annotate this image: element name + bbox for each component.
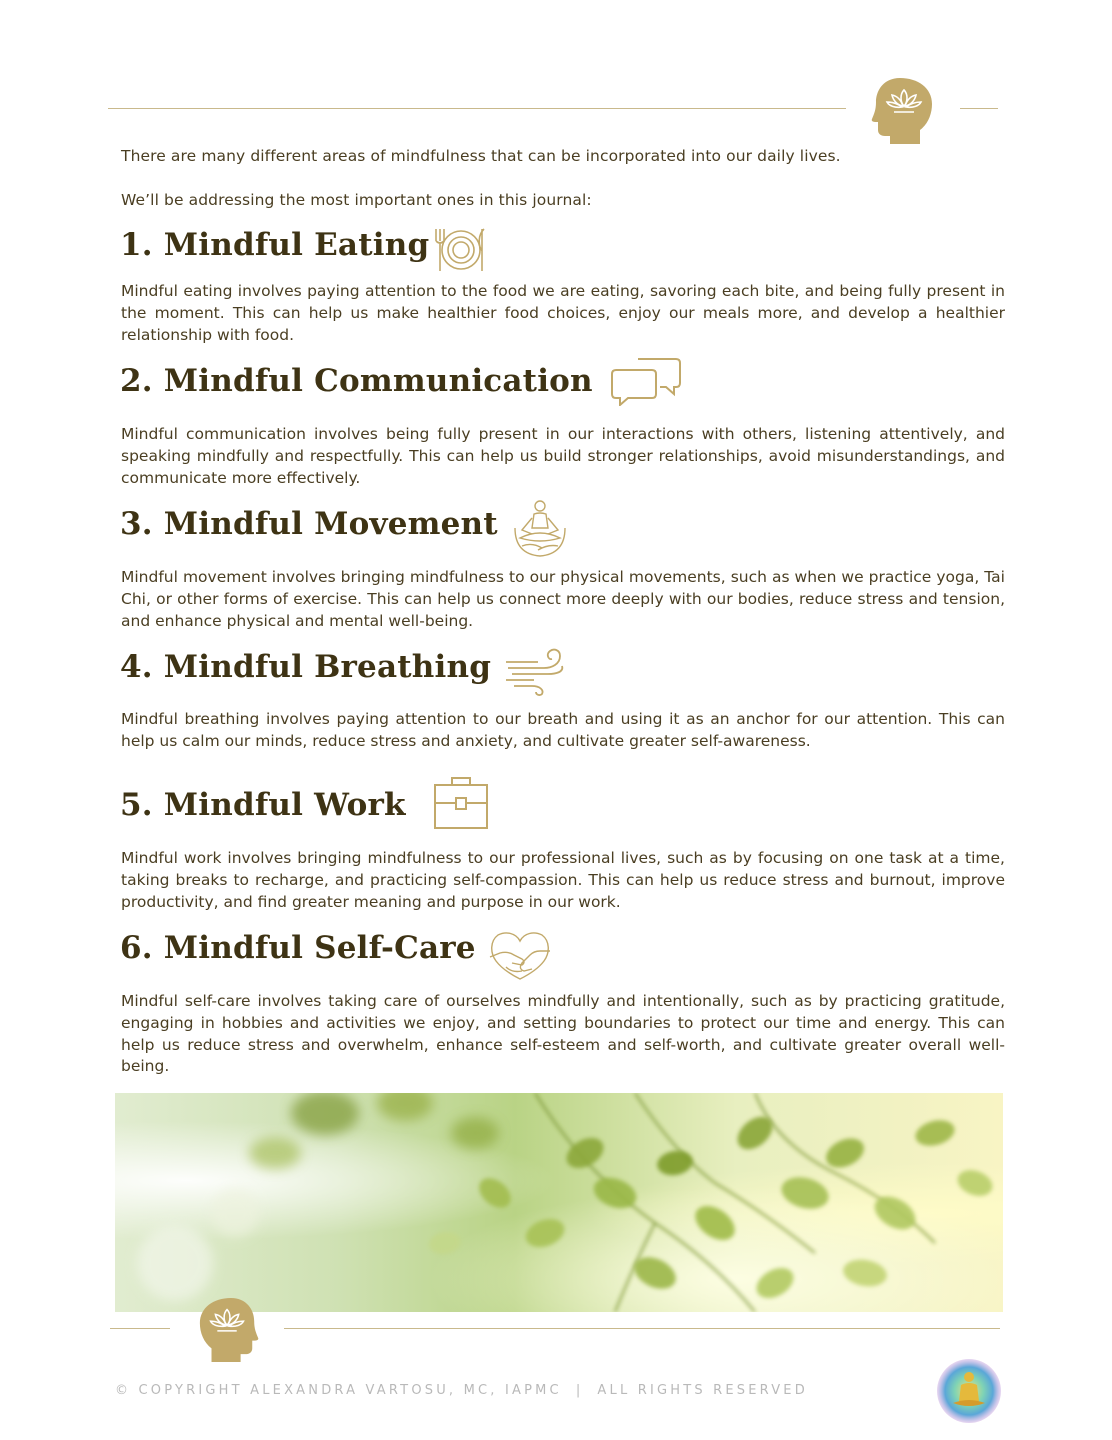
meditation-pose-icon — [512, 498, 568, 562]
section-body-communication: Mindful communication involves being fully present in our interactions with others, listening attentively, and speaking mindfully and respectfully. This can help us build stronger relationships, avoid misunderstandings, and communicate more effectively. — [121, 425, 1005, 487]
top-rule-left — [108, 108, 846, 109]
section-body-breathing: Mindful breathing involves paying attention to our breath and using it as an anchor for our attention. This can help us calm our minds, reduce stress and anxiety, and cultivate greater self-awareness. — [121, 710, 1005, 750]
bottom-rule-left — [110, 1328, 170, 1329]
section-body-eating: Mindful eating involves paying attention to the food we are eating, savoring each bite, and being fully present in the moment. This can help us make healthier food choices, enjoy our meals more, and develop a healthier relationship with food. — [121, 282, 1005, 344]
heart-hands-icon — [488, 929, 552, 985]
briefcase-icon — [432, 773, 490, 835]
wind-icon — [504, 646, 566, 700]
section-title-breathing: 4. Mindful Breathing — [120, 649, 492, 685]
speech-bubbles-icon — [610, 356, 682, 410]
plate-cutlery-icon — [432, 227, 490, 277]
mind-lotus-head-icon-footer — [196, 1294, 260, 1366]
footer-copyright — [115, 1383, 808, 1398]
brand-logo-icon — [935, 1357, 1003, 1429]
section-body-movement: Mindful movement involves bringing mindfulness to our physical movements, such as when we practice yoga, Tai Chi, or other forms of exercise. This can help us connect more deeply with our bodies, reduce stress and tension, and enhance physical and mental well-being. — [121, 568, 1005, 630]
section-title-communication: 2. Mindful Communication — [120, 363, 593, 399]
section-title-work: 5. Mindful Work — [120, 787, 406, 823]
section-title-eating: 1. Mindful Eating — [120, 227, 430, 263]
mind-lotus-head-icon — [870, 74, 936, 148]
copyright-text: © COPYRIGHT ALEXANDRA VARTOSU, MC, IAPMC — [115, 1383, 562, 1398]
section-title-movement: 3. Mindful Movement — [120, 506, 498, 542]
top-rule-right — [960, 108, 998, 109]
rights-text: ALL RIGHTS RESERVED — [597, 1383, 808, 1398]
section-title-self-care: 6. Mindful Self-Care — [120, 930, 476, 966]
intro-text-1: There are many different areas of mindfulness that can be incorporated into our daily lives. — [121, 147, 841, 165]
section-body-self-care: Mindful self-care involves taking care of ourselves mindfully and intentionally, such as by practicing gratitude, engaging in hobbies and activities we enjoy, and setting boundaries to protect our time and energy. This can help us reduce stress and overwhelm, enhance self-esteem and self-worth, and cultivate greater overall well-being. — [121, 992, 1005, 1076]
bottom-rule-right — [284, 1328, 1000, 1329]
leaves-banner-image — [115, 1093, 1003, 1312]
section-body-work: Mindful work involves bringing mindfulness to our professional lives, such as by focusing on one task at a time, taking breaks to recharge, and practicing self-compassion. This can help us reduce stress and burnout, improve productivity, and find greater meaning and purpose in our work. — [121, 849, 1005, 911]
footer-separator: | — [575, 1383, 584, 1398]
intro-text-2: We’ll be addressing the most important ones in this journal: — [121, 191, 592, 209]
